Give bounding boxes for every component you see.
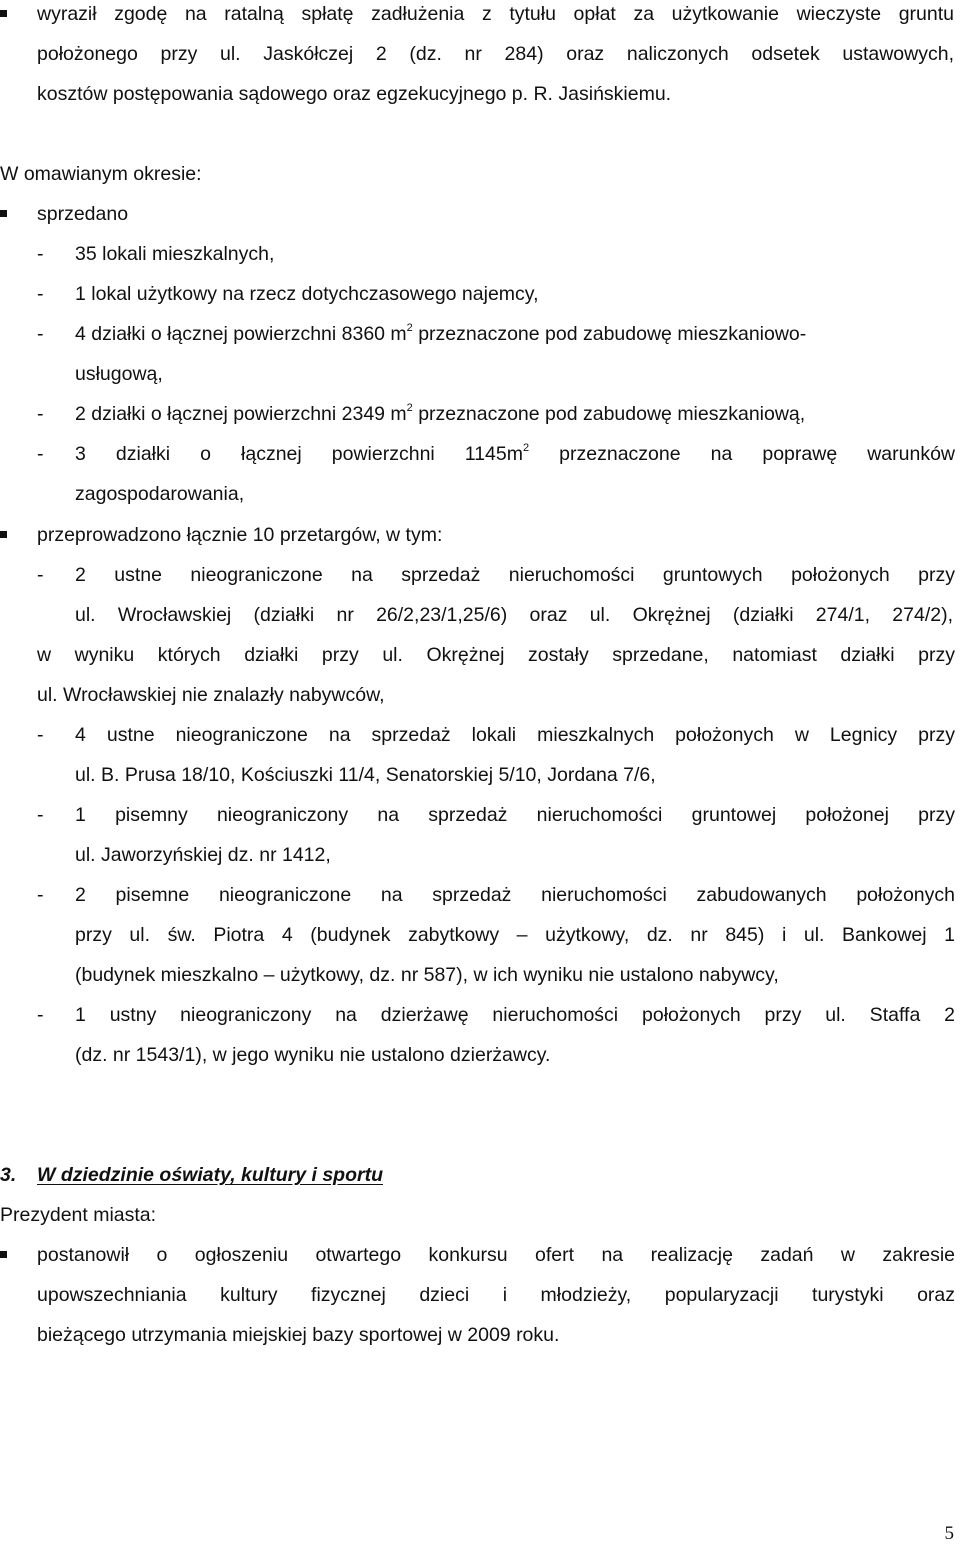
sold-item-5-text-b: przeznaczone na poprawę warunków	[529, 443, 956, 465]
tender-3-line-1: 1 pisemny nieograniczony na sprzedaż nieruchomości gruntowej położonej przy	[75, 804, 955, 826]
section-number: 3.	[0, 1164, 17, 1186]
superscript-2: 2	[522, 441, 530, 454]
sold-item-4-text-a: 2 działki o łącznej powierzchni 2349 m	[75, 403, 407, 425]
tender-4-line-3: (budynek mieszkalno – użytkowy, dz. nr 587), w ich wyniku nie ustalono nabywcy,	[75, 964, 779, 986]
sold-item-5-text-a: 3 działki o łącznej powierzchni 1145m	[75, 443, 523, 465]
section-heading	[0, 1163, 383, 1187]
tender-3-line-2: ul. Jaworzyńskiej dz. nr 1412,	[75, 844, 331, 866]
bullet-icon	[0, 531, 7, 538]
dash-marker: -	[37, 564, 44, 586]
dash-marker: -	[37, 884, 44, 906]
bullet-icon	[0, 1251, 7, 1258]
page-number: 5	[944, 1523, 954, 1544]
period-intro: W omawianym okresie:	[0, 163, 202, 185]
dash-marker: -	[37, 804, 44, 826]
sold-item-4	[75, 402, 805, 426]
tender-2-line-1: 4 ustne nieograniczone na sprzedaż lokali mieszkalnych położonych w Legnicy przy	[75, 724, 955, 746]
tender-4-line-2: przy ul. św. Piotra 4 (budynek zabytkowy – użytkowy, dz. nr 845) i ul. Bankowej 1	[75, 924, 955, 946]
superscript-2: 2	[406, 321, 413, 334]
sold-item-1: 35 lokali mieszkalnych,	[75, 243, 275, 265]
superscript-2: 2	[406, 401, 413, 414]
tender-1-line-4: ul. Wrocławskiej nie znalazły nabywców,	[37, 684, 385, 706]
bullet-icon	[0, 10, 7, 17]
tender-1-line-2: ul. Wrocławskiej (działki nr 26/2,23/1,25/6) oraz ul. Okrężnej (działki 274/1, 274/2),	[75, 604, 953, 626]
sold-item-3-text-a: 4 działki o łącznej powierzchni 8360 m	[75, 323, 407, 345]
top-item-line-3: kosztów postępowania sądowego oraz egzekucyjnego p. R. Jasińskiemu.	[37, 83, 672, 105]
tender-2-line-2: ul. B. Prusa 18/10, Kościuszki 11/4, Senatorskiej 5/10, Jordana 7/6,	[75, 764, 656, 786]
dash-marker: -	[37, 243, 44, 265]
tender-5-line-1: 1 ustny nieograniczony na dzierżawę nieruchomości położonych przy ul. Staffa 2	[75, 1004, 955, 1026]
sold-label: sprzedano	[37, 203, 129, 225]
tender-5-line-2: (dz. nr 1543/1), w jego wyniku nie ustalono dzierżawcy.	[75, 1044, 551, 1066]
bullet-icon	[0, 210, 7, 217]
tenders-label: przeprowadzono łącznie 10 przetargów, w tym:	[37, 524, 443, 546]
dash-marker: -	[37, 1004, 44, 1026]
section-item-line-1: postanowił o ogłoszeniu otwartego konkursu ofert na realizację zadań w zakresie	[37, 1244, 955, 1266]
dash-marker: -	[37, 323, 44, 345]
sold-item-5-continuation: zagospodarowania,	[75, 483, 245, 505]
section-title: W dziedzinie oświaty, kultury i sportu	[37, 1164, 383, 1186]
section-item-line-3: bieżącego utrzymania miejskiej bazy sportowej w 2009 roku.	[37, 1324, 560, 1346]
tender-1-line-1: 2 ustne nieograniczone na sprzedaż nieruchomości gruntowych położonych przy	[75, 564, 955, 586]
top-item-line-1: wyraził zgodę na ratalną spłatę zadłużenia z tytułu opłat za użytkowanie wieczyste gruntu	[37, 3, 954, 25]
tender-1-line-3: w wyniku których działki przy ul. Okrężnej zostały sprzedane, natomiast działki przy	[37, 644, 955, 666]
sold-item-3-text-b: przeznaczone pod zabudowę mieszkaniowo-	[412, 323, 807, 345]
tender-4-line-1: 2 pisemne nieograniczone na sprzedaż nieruchomości zabudowanych położonych	[75, 884, 955, 906]
section-intro: Prezydent miasta:	[0, 1204, 157, 1226]
dash-marker: -	[37, 283, 44, 305]
section-item-line-2: upowszechniania kultury fizycznej dzieci i młodzieży, popularyzacji turystyki oraz	[37, 1284, 955, 1306]
dash-marker: -	[37, 403, 44, 425]
dash-marker: -	[37, 443, 44, 465]
sold-item-5	[75, 442, 955, 466]
sold-item-3	[75, 322, 806, 346]
dash-marker: -	[37, 724, 44, 746]
sold-item-2: 1 lokal użytkowy na rzecz dotychczasowego najemcy,	[75, 283, 539, 305]
sold-item-3-continuation: usługową,	[75, 363, 163, 385]
top-item-line-2: położonego przy ul. Jaskółczej 2 (dz. nr 284) oraz naliczonych odsetek ustawowych,	[37, 43, 954, 65]
sold-item-4-text-b: przeznaczone pod zabudowę mieszkaniową,	[412, 403, 806, 425]
